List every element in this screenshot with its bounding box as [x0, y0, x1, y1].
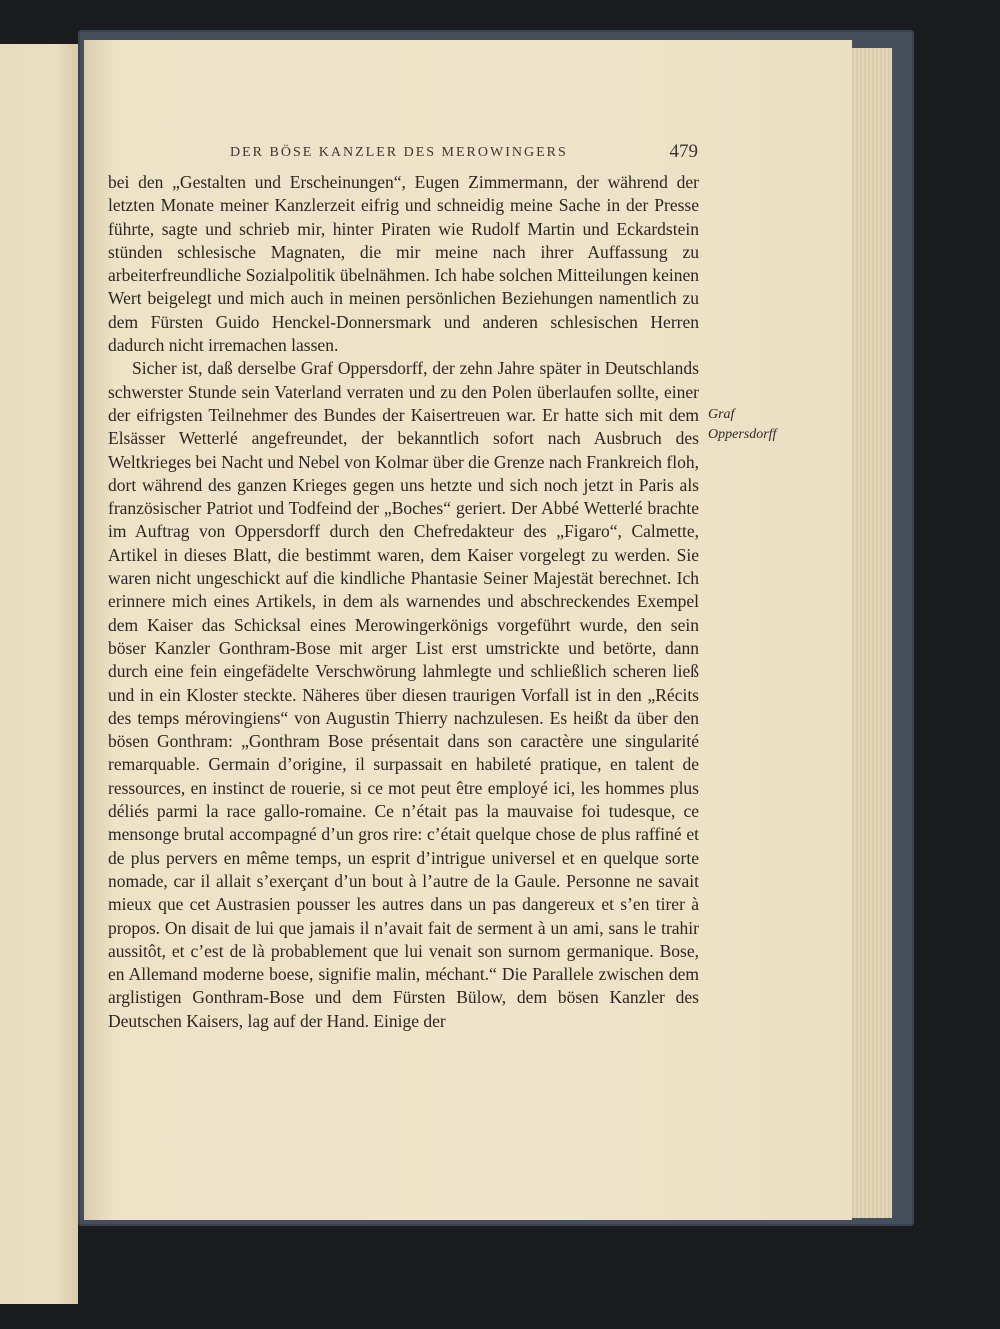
paragraph-1: bei den „Gestalten und Erscheinungen“, Eugen Zimmermann, der während der letzten Monate meiner Kanzlerzeit eifrig und schneidig meine Sache in der Presse führte, sagte und schrieb mir, hinter Piraten wie Rudolf Martin und Eckardstein stünden schlesische Magnaten, die mir meine nach ihrer Auffassung zu arbeiterfreundliche Sozialpolitik übelnähmen. Ich habe solchen Mitteilungen keinen Wert beigelegt und mich auch in meinen persönlichen Beziehungen namentlich zu dem Fürsten Guido Henckel-Donnersmark und anderen schlesischen Herren dadurch nicht irremachen lassen.	[108, 172, 699, 356]
margin-note	[708, 405, 798, 445]
facing-page-edge	[0, 44, 78, 1304]
running-title: DER BÖSE KANZLER DES MEROWINGERS	[230, 145, 568, 160]
paragraph-2: Sicher ist, daß derselbe Graf Oppersdorff, der zehn Jahre später in Deutschlands schwerster Stunde sein Vaterland verraten und zu den Polen überlaufen sollte, einer der eifrigsten Teilnehmer des Bundes der Kaisertreuen war. Er hatte sich mit dem Elsässer Wetterlé angefreundet, der bekanntlich sofort nach Ausbruch des Weltkrieges bei Nacht und Nebel von Kolmar über die Grenze nach Frankreich floh, dort während des ganzen Krieges gegen uns hetzte und sich noch jetzt in Paris als französischer Patriot und Todfeind der „Boches“ geriert. Der Abbé Wetterlé brachte im Auftrag von Oppersdorff durch den Chefredakteur des „Figaro“, Calmette, Artikel in dieses Blatt, die bestimmt waren, dem Kaiser vorgelegt zu werden. Sie waren nicht ungeschickt auf die kindliche Phantasie Seiner Majestät berechnet. Ich erinnere mich eines Artikels, in dem als warnendes und abschreckendes Exempel dem Kaiser das Schicksal eines Merowingerkönigs vorgeführt wurde, den sein böser Kanzler Gonthram-Bose mit arger List erst umstrickte und betörte, dann durch eine fein eingefädelte Verschwörung lahmlegte und schließlich scheren ließ und in ein Kloster steckte. Näheres über diesen traurigen Vorfall ist in den „Récits des temps mérovingiens“ von Augustin Thierry nachzulesen. Es heißt da über den bösen Gonthram: „Gonthram Bose présentait dans son caractère une singularité remarquable. Germain d’origine, il surpassait en habileté pratique, en talent de ressources, en instinct de rouerie, si ce mot peut être employé ici, les hommes plus déliés parmi la race gallo-romaine. Ce n’était pas la mauvaise foi tudesque, ce mensonge brutal accompagné d’un gros rire: c’était quelque chose de plus raffiné et de plus pervers en même temps, un esprit d’intrigue universel et en quelque sorte nomade, car il allait s’exerçant d’un bout à l’autre de la Gaule. Personne ne savait mieux que cet Austrasien pousser les autres dans un pas dangereux et s’en tirer à propos. On disait de lui que jamais il n’avait fait de serment à un ami, sans le trahir aussitôt, et c’est de là probablement que lui venait son surnom germanique. Bose, en Allemand moderne boese, signifie malin, méchant.“ Die Parallele zwischen dem arglistigen Gonthram-Bose und dem Fürsten Bülow, dem bösen Kanzler des Deutschen Kaisers, lag auf der Hand. Einige der	[108, 358, 699, 1031]
page-number: 479	[669, 141, 698, 162]
running-head	[148, 143, 698, 165]
body-text	[108, 171, 699, 1033]
margin-note-line-2: Oppersdorff	[708, 427, 777, 442]
page-block-edges	[850, 48, 892, 1218]
margin-note-line-1: Graf	[708, 407, 735, 422]
